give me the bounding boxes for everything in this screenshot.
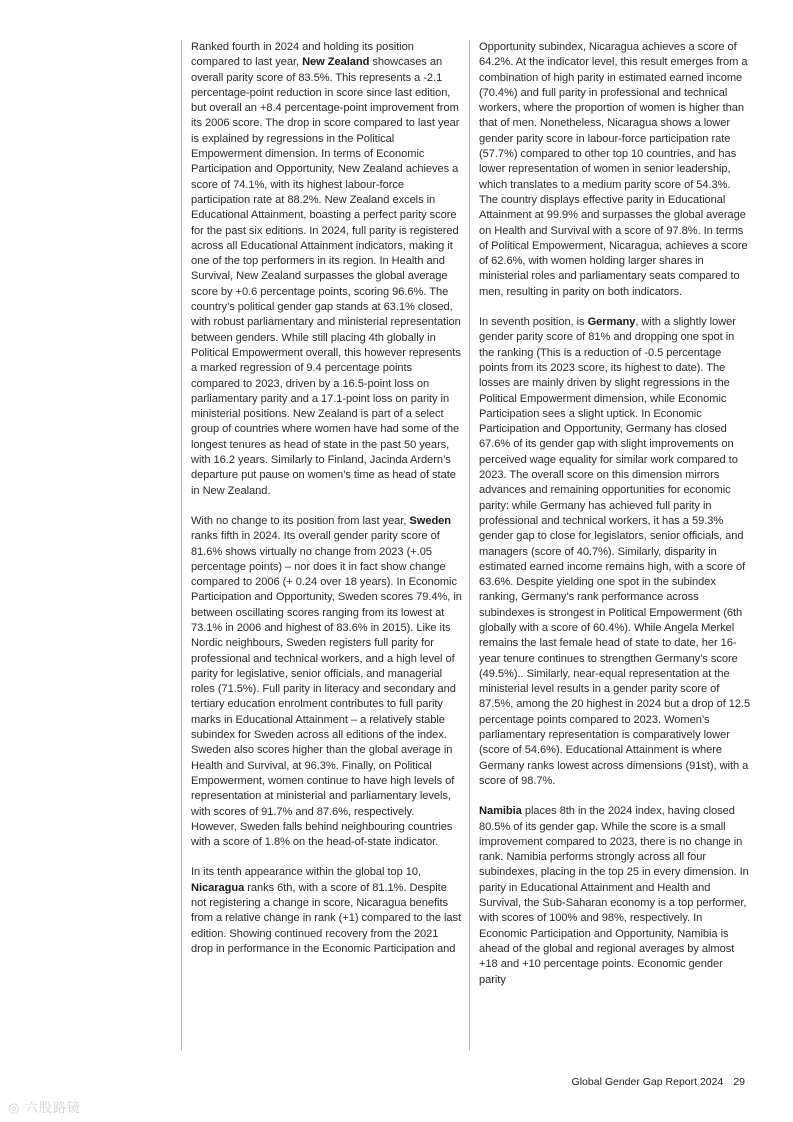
country-name-sweden: Sweden xyxy=(409,514,452,527)
report-title: Global Gender Gap Report 2024 xyxy=(571,1076,724,1088)
left-text-column xyxy=(181,40,463,1050)
watermark-logo-icon: ◎ xyxy=(8,1100,21,1115)
paragraph-new-zealand: Ranked fourth in 2024 and holding its position compared to last year, New Zealand showcases an overall parity score of 83.5%. This represents a -2.1 percentage-point reduction in score since last edition, but overall an +8.4 percentage-point improvement from its 2006 score. The drop in score compared to last year is explained by regressions in the Political Empowerment dimension. In terms of Economic Participation and Opportunity, New Zealand achieves a score of 74.1%, with its highest labour-force participation rate at 88.2%. New Zealand excels in Educational Attainment, boasting a perfect parity score for the past six editions. In 2024, full parity is registered across all Educational Attainment indicators, making it one of the top performers in its region. In Health and Survival, New Zealand surpasses the global average score by +0.6 percentage points, scoring 96.6%. The country’s political gender gap stands at 63.1% closed, with robust parliamentary and ministerial representation between genders. While still placing 4th globally in Political Empowerment overall, this however represents a marked regression of 9.4 percentage points compared to 2023, driven by a 16.5-point loss on parliamentary parity and a 17.1-point loss on parity in ministerial positions. New Zealand is part of a select group of countries where women have had some of the longest tenures as head of state in the past 50 years, with 16.2 years. Similarly to Finland, Jacinda Ardern’s departure put pause on women’s time as head of state in New Zealand. xyxy=(191,41,461,497)
paragraph-namibia: Namibia places 8th in the 2024 index, having closed 80.5% of its gender gap. While the score is a small improvement compared to 2023, there is no change in rank. Namibia performs strongly across all four subindexes, placing in the top 25 in every dimension. In parity in Educational Attainment and Health and Survival, the Sub-Saharan economy is a top performer, with scores of 100% and 98%, respectively. In Economic Participation and Opportunity, Namibia is ahead of the global and regional averages by almost +18 and +10 percentage points. Economic gender parity xyxy=(479,805,749,986)
page-number: 29 xyxy=(733,1076,745,1088)
paragraph-germany: In seventh position, is Germany, with a slightly lower gender parity score of 81% and dropping one spot in the ranking (This is a reduction of -0.5 percentage points from its 2023 score, its highest to date). The losses are mainly driven by slight regressions in the Political Empowerment dimension, while Economic Participation sees a slight uptick. In Economic Participation and Opportunity, Germany has closed 67.6% of its gender gap with slight improvements on perceived wage equality for similar work compared to 2023. The overall score on this dimension mirrors advances and remaining opportunities for economic parity: while Germany has achieved full parity in professional and technical workers, it has a 59.3% gender gap to close for legislators, senior officials, and managers (score of 40.7%). Similarly, disparity in estimated earned income remains high, with a score of 63.6%. Despite yielding one spot in the subindex ranking, Germany’s rank performance across subindexes is strongest in Political Empowerment (6th globally with a score of 60.4%). While Angela Merkel remains the last female head of state to date, her 16-year tenure continues to strengthen Germany’s score (49.5%).. Similarly, near-equal representation at the ministerial level results in a gender parity score of 87.5%, among the 20 highest in 2024 but a drop of 12.5 percentage points compared to 2023. Women’s parliamentary representation is comparatively lower (score of 54.6%). Educational Attainment is where Germany ranks lowest across dimensions (91st), with a score of 98.7%. xyxy=(479,316,751,787)
paragraph-nicaragua: In its tenth appearance within the global top 10, Nicaragua ranks 6th, with a score of 81.1%. Despite not registering a change in score, Nicaragua benefits from a relative change in rank (+1) compared to the last edition. Showing continued recovery from the 2021 drop in performance in the Economic Participation and xyxy=(191,866,462,955)
country-name-nicaragua: Nicaragua xyxy=(191,881,245,894)
paragraph-sweden: With no change to its position from last year, Sweden ranks fifth in 2024. Its overall gender parity score of 81.6% shows virtually no change from 2023 (+.05 percentage points) – nor does it in fact show change compared to 2006 (+ 0.24 over 18 years). In Economic Participation and Opportunity, Sweden scores 79.4%, in between oscillating scores ranging from its lowest at 73.1% in 2006 and highest of 83.6% in 2015). Like its Nordic neighbours, Sweden registers full parity for professional and technical workers, and a high level of parity for legislative, senior officials, and managerial roles (71.5%). Full parity in literacy and secondary and tertiary education enrolment contributes to full parity marks in Educational Attainment – a relatively stable subindex for Sweden across all editions of the index. Sweden also scores higher than the global average in Health and Survival, at 96.3%. Finally, on Political Empowerment, women continue to have high levels of representation at ministerial and parliamentary levels, with scores of 91.7% and 87.6%, respectively. However, Sweden falls behind neighbouring countries with a score of 1.8% on the head-of-state indicator. xyxy=(191,514,462,849)
country-name-new-zealand: New Zealand xyxy=(302,56,370,69)
watermark-text: 六股路镜 xyxy=(24,1100,81,1115)
country-name-namibia: Namibia xyxy=(479,805,522,818)
page-footer xyxy=(572,1076,745,1088)
watermark xyxy=(8,1097,81,1116)
paragraph-nicaragua-continued: Opportunity subindex, Nicaragua achieves a score of 64.2%. At the indicator level, this result emerges from a combination of high parity in estimated earned income (70.4%) and full parity in professional and technical workers, where the proportion of women is higher than that of men. Nonetheless, Nicaragua shows a lower gender parity score in labour-force participation rate (57.7%) compared to other top 10 countries, and has lower representation of women in senior leadership, which translates to a medium parity score of 54.3%. The country displays effective parity in Educational Attainment at 99.9% and surpasses the global average on Health and Survival with a score of 97.8%. In terms of Political Empowerment, Nicaragua, achieves a score of 62.6%, with women holding larger shares in ministerial roles and parliamentary seats compared to men, resulting in parity on both indicators. xyxy=(479,41,748,298)
country-name-germany: Germany xyxy=(587,316,636,329)
right-text-column xyxy=(469,40,751,1050)
